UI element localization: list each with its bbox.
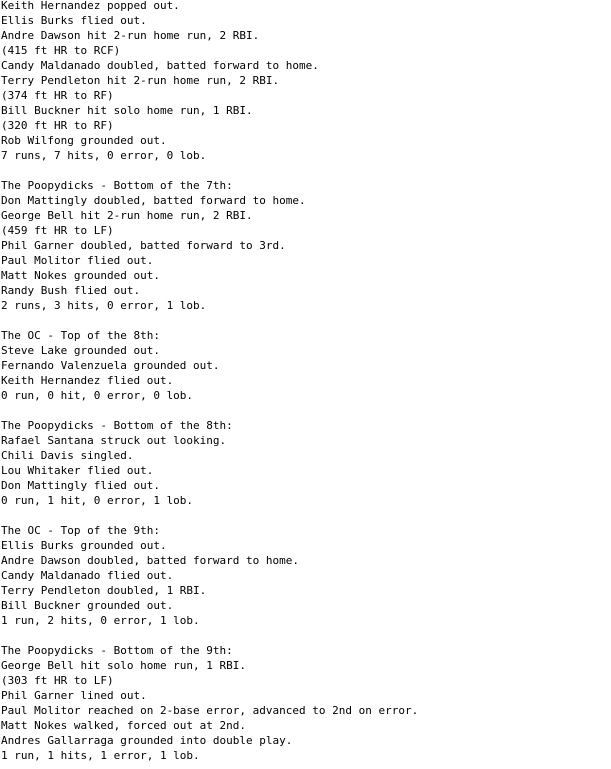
play-by-play-log [1,0,418,763]
blank-line [1,163,418,178]
log-line: Rob Wilfong grounded out. [1,134,167,147]
log-line: 0 run, 1 hit, 0 error, 1 lob. [1,494,194,507]
log-line: Matt Nokes walked, forced out at 2nd. [1,719,247,732]
log-line: Candy Maldanado doubled, batted forward to home. [1,59,319,72]
log-line: 0 run, 0 hit, 0 error, 0 lob. [1,389,194,402]
blank-line [1,508,418,523]
log-line: Terry Pendleton doubled, 1 RBI. [1,584,207,597]
log-line: Phil Garner doubled, batted forward to 3rd. [1,239,286,252]
log-line: Bill Buckner hit solo home run, 1 RBI. [1,104,253,117]
log-line: (320 ft HR to RF) [1,119,114,132]
log-line: Rafael Santana struck out looking. [1,434,227,447]
log-line: Matt Nokes grounded out. [1,269,160,282]
log-line: Candy Maldanado flied out. [1,569,174,582]
log-line: Lou Whitaker flied out. [1,464,154,477]
log-line: George Bell hit solo home run, 1 RBI. [1,659,247,672]
log-line: Keith Hernandez flied out. [1,374,174,387]
blank-line [1,403,418,418]
log-line: (303 ft HR to LF) [1,674,114,687]
log-line: The OC - Top of the 8th: [1,329,160,342]
blank-line [1,628,418,643]
log-line: Phil Garner lined out. [1,689,147,702]
log-line: Don Mattingly doubled, batted forward to home. [1,194,306,207]
log-line: Andre Dawson hit 2-run home run, 2 RBI. [1,29,260,42]
log-line: Paul Molitor flied out. [1,254,154,267]
log-line: Ellis Burks flied out. [1,14,147,27]
log-line: (374 ft HR to RF) [1,89,114,102]
log-line: The Poopydicks - Bottom of the 8th: [1,419,233,432]
log-line: Terry Pendleton hit 2-run home run, 2 RBI. [1,74,280,87]
log-line: The OC - Top of the 9th: [1,524,160,537]
log-line: Bill Buckner grounded out. [1,599,174,612]
log-line: 1 run, 1 hits, 1 error, 1 lob. [1,749,200,762]
log-line: 1 run, 2 hits, 0 error, 1 lob. [1,614,200,627]
log-line: 2 runs, 3 hits, 0 error, 1 lob. [1,299,207,312]
log-line: Keith Hernandez popped out. [1,0,180,12]
log-line: Andre Dawson doubled, batted forward to home. [1,554,300,567]
log-line: 7 runs, 7 hits, 0 error, 0 lob. [1,149,207,162]
log-line: Ellis Burks grounded out. [1,539,167,552]
blank-line [1,313,418,328]
log-line: The Poopydicks - Bottom of the 7th: [1,179,233,192]
log-line: Steve Lake grounded out. [1,344,160,357]
log-line: Andres Gallarraga grounded into double play. [1,734,293,747]
log-line: (415 ft HR to RCF) [1,44,121,57]
log-line: Fernando Valenzuela grounded out. [1,359,220,372]
log-line: George Bell hit 2-run home run, 2 RBI. [1,209,253,222]
log-line: Randy Bush flied out. [1,284,141,297]
log-line: Paul Molitor reached on 2-base error, advanced to 2nd on error. [1,704,419,717]
log-line: (459 ft HR to LF) [1,224,114,237]
log-line: Chili Davis singled. [1,449,134,462]
log-line: The Poopydicks - Bottom of the 9th: [1,644,233,657]
log-line: Don Mattingly flied out. [1,479,160,492]
